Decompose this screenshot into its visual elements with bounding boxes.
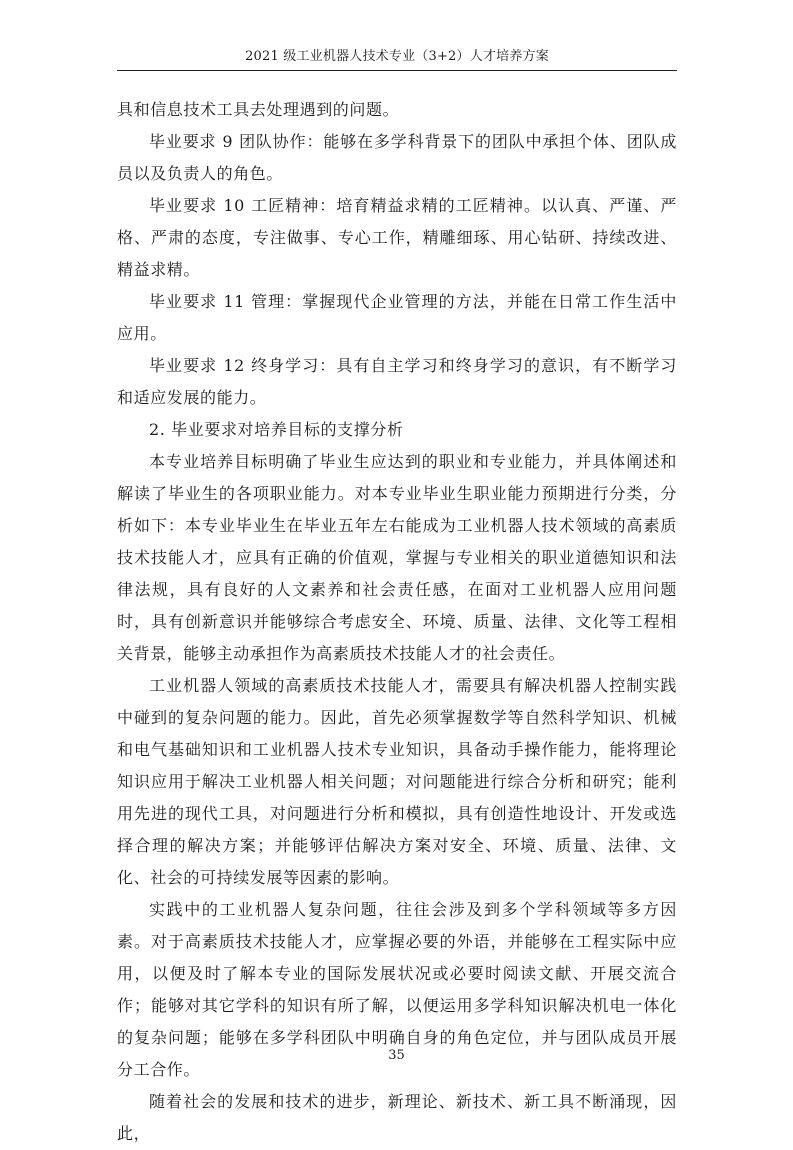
paragraph-requirement-9: 毕业要求 9 团队协作：能够在多学科背景下的团队中承担个体、团队成员以及负责人的角色。 (117, 132, 677, 183)
paragraph-continuation: 具和信息技术工具去处理遇到的问题。 (117, 100, 400, 119)
body-text (117, 94, 677, 1150)
paragraph-requirement-11: 毕业要求 11 管理：掌握现代企业管理的方法，并能在日常工作生活中应用。 (117, 292, 677, 343)
paragraph-analysis-1: 本专业培养目标明确了毕业生应达到的职业和专业能力，并具体阐述和解读了毕业生的各项职业能力。对本专业毕业生职业能力预期进行分类，分析如下：本专业毕业生在毕业五年左右能成为工业机器人技术领域的高素质技术技能人才，应具有正确的价值观，掌握与专业相关的职业道德知识和法律法规，具有良好的人文素养和社会责任感，在面对工业机器人应用问题时，具有创新意识并能够综合考虑安全、环境、质量、法律、文化等工程相关背景，能够主动承担作为高素质技术技能人才的社会责任。 (117, 452, 677, 663)
paragraph-analysis-4: 随着社会的发展和技术的进步，新理论、新技术、新工具不断涌现，因此， (117, 1092, 677, 1143)
paragraph-requirement-12: 毕业要求 12 终身学习：具有自主学习和终身学习的意识，有不断学习和适应发展的能力。 (117, 356, 677, 407)
section-heading: 2. 毕业要求对培养目标的支撑分析 (149, 420, 404, 439)
paragraph-analysis-2: 工业机器人领域的高素质技术技能人才，需要具有解决机器人控制实践中碰到的复杂问题的能力。因此，首先必须掌握数学等自然科学知识、机械和电气基础知识和工业机器人技术专业知识，具备动手操作能力，能将理论知识应用于解决工业机器人相关问题；对问题能进行综合分析和研究；能利用先进的现代工具，对问题进行分析和模拟，具有创造性地设计、开发或选择合理的解决方案；并能够评估解决方案对安全、环境、质量、法律、文化、社会的可持续发展等因素的影响。 (117, 676, 677, 887)
running-header: 2021 级工业机器人技术专业（3+2）人才培养方案 (245, 49, 549, 64)
paragraph-analysis-3: 实践中的工业机器人复杂问题，往往会涉及到多个学科领域等多方因素。对于高素质技术技能人才，应掌握必要的外语，并能够在工程实际中应用，以便及时了解本专业的国际发展状况或必要时阅读文献、开展交流合作；能够对其它学科的知识有所了解，以便运用多学科知识解决机电一体化的复杂问题；能够在多学科团队中明确自身的角色定位，并与团队成员开展分工合作。 (117, 900, 677, 1079)
header-rule (117, 70, 677, 71)
page-number: 35 (388, 1048, 405, 1063)
paragraph-requirement-10: 毕业要求 10 工匠精神：培育精益求精的工匠精神。以认真、严谨、严格、严肃的态度，专注做事、专心工作，精雕细琢、用心钻研、持续改进、精益求精。 (117, 196, 677, 279)
